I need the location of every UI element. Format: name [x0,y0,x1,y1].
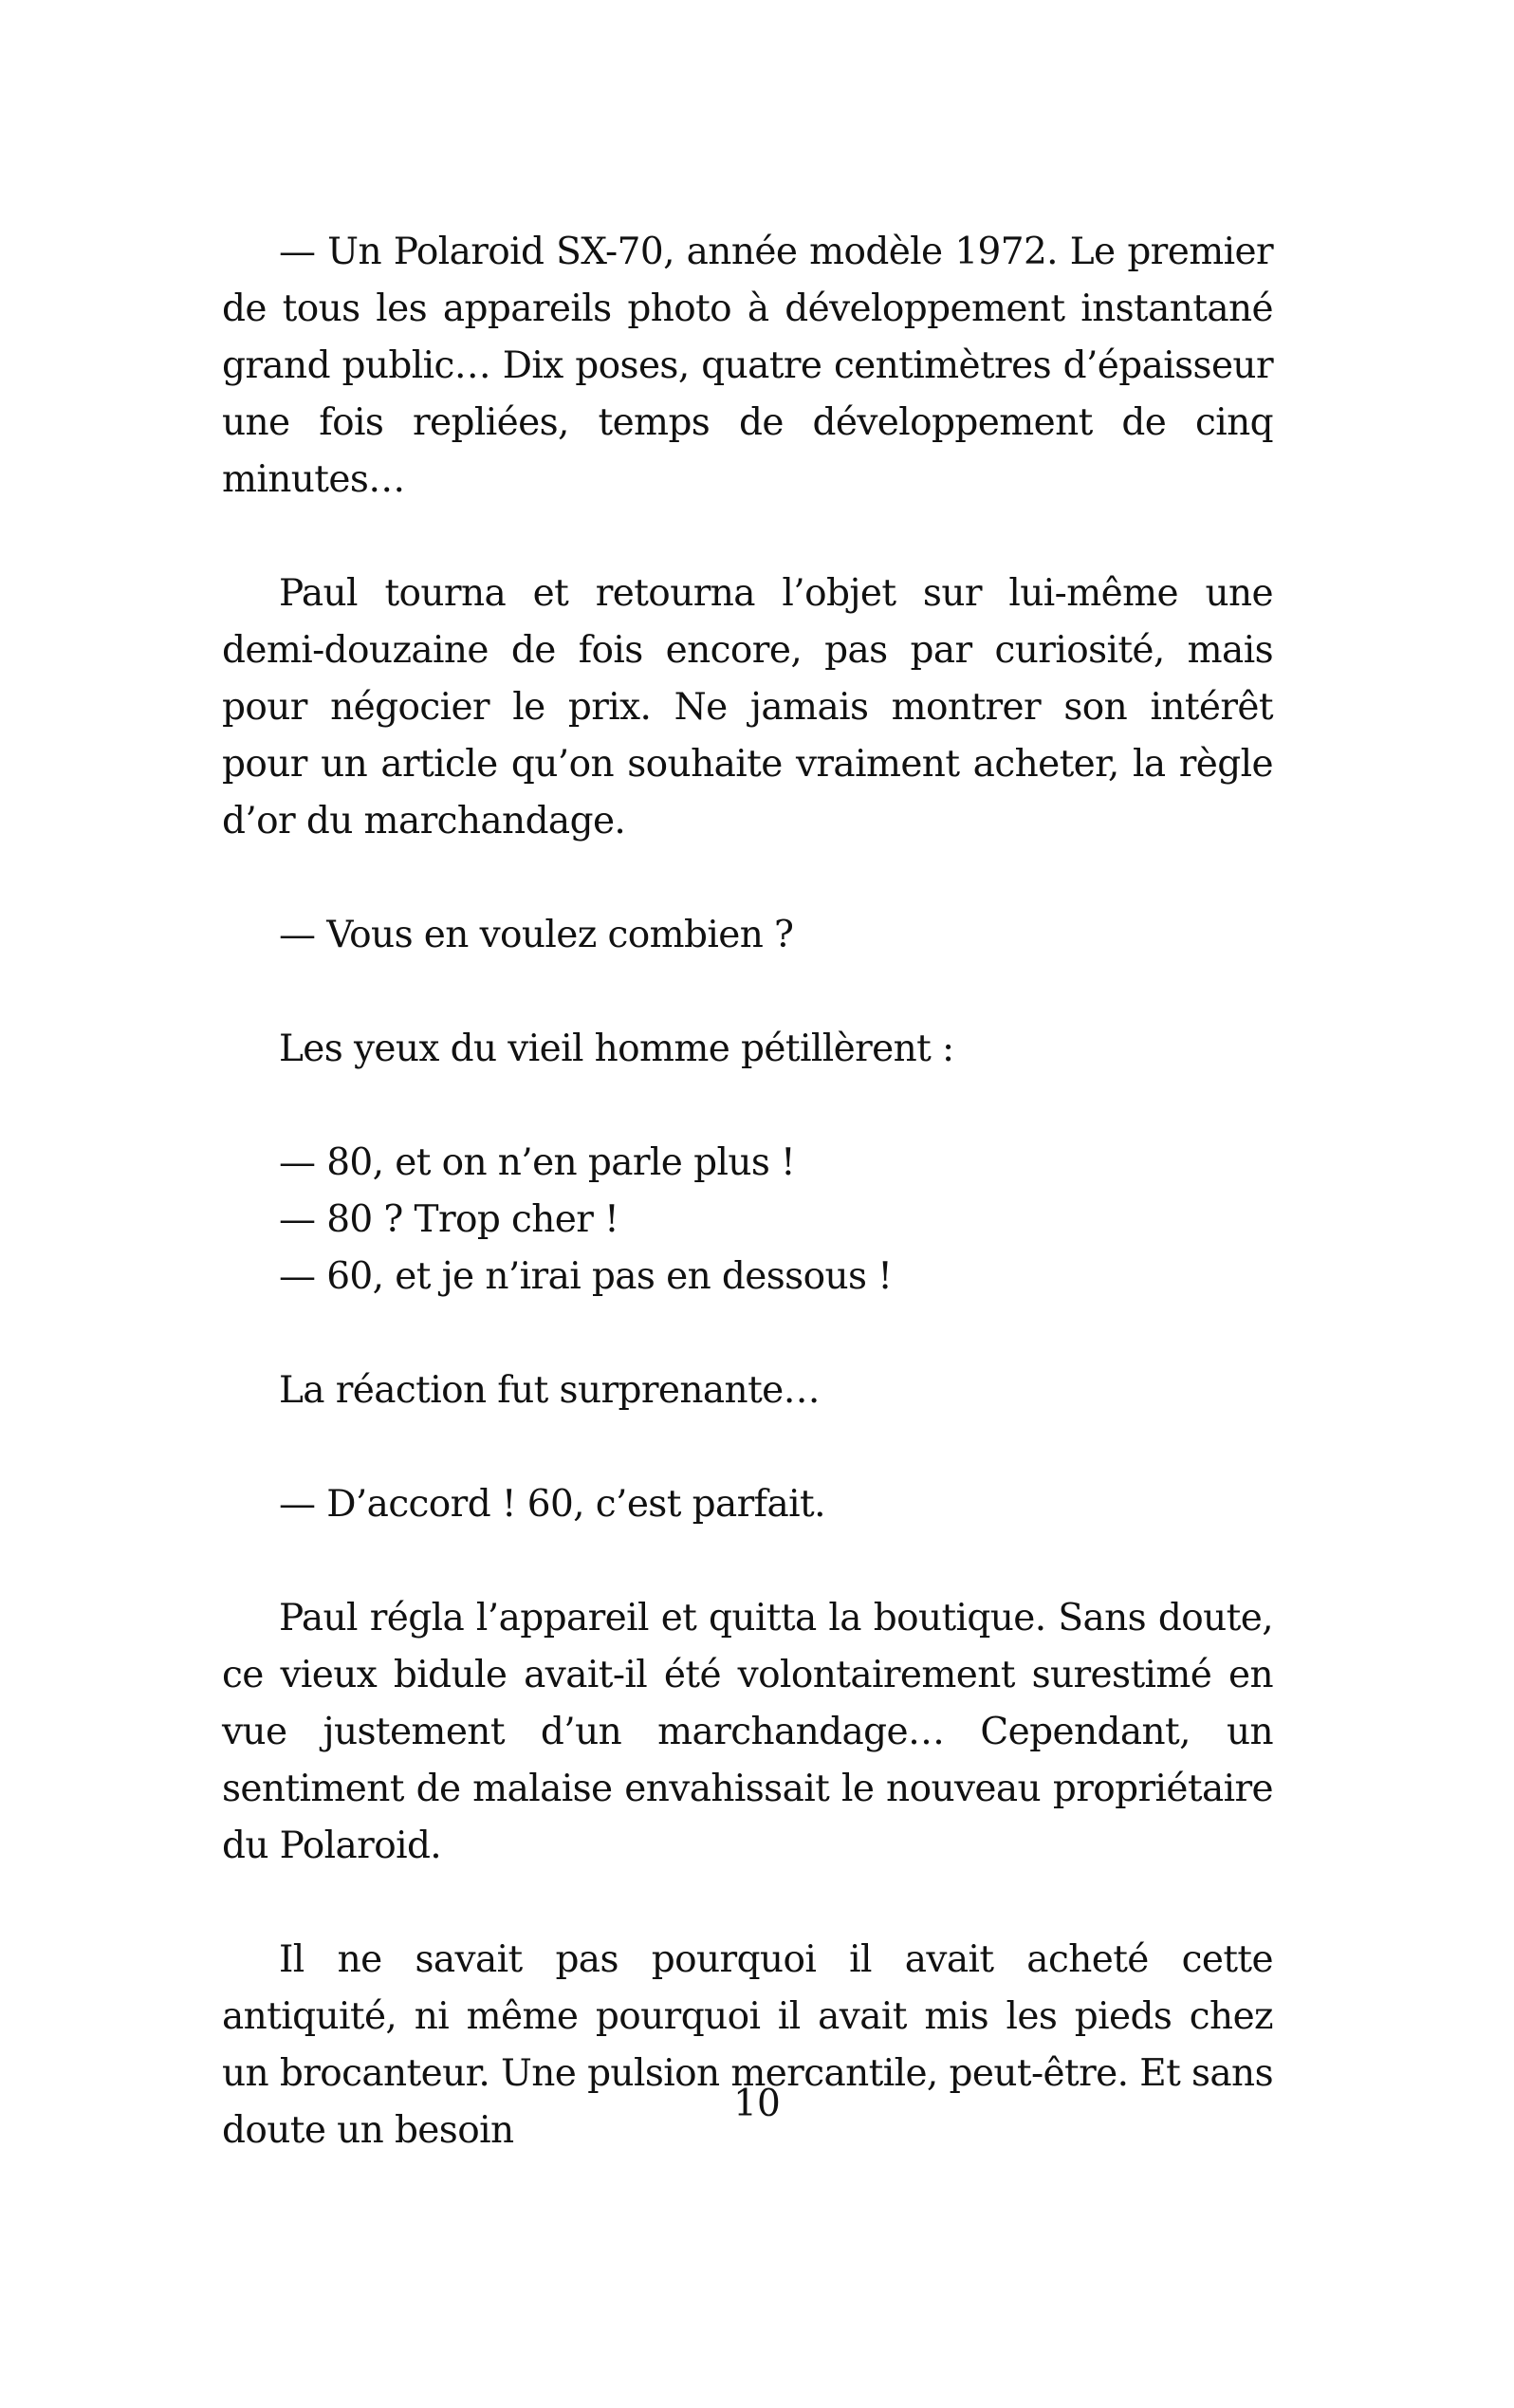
page-body [222,224,1273,2159]
paragraph-negotiation: Paul tourna et retourna l’objet sur lui-même une demi-douzaine de fois encore, pas par curiosité, mais pour négocier le prix. Ne jamais montrer son intérêt pour un article qu’on souhaite vraiment acheter, la règle d’or du marchandage. [222,572,1273,843]
page-number: 10 [733,2083,781,2125]
paragraph-camera-description: — Un Polaroid SX-70, année modèle 1972. Le premier de tous les appareils photo à développement instantané grand public… Dix poses, quatre centimètres d’épaisseur une fois repliées, temps de développement de cinq minutes… [222,231,1273,501]
paragraph-price-question: — Vous en voulez combien ? [279,914,794,956]
paragraph-purchase: Paul régla l’appareil et quitta la boutique. Sans doute, ce vieux bidule avait-il été volontairement surestimé en vue justement d’un marchandage… Cependant, un sentiment de malaise envahissait le nouveau propriétaire du Polaroid. [222,1597,1273,1867]
dialogue-line: — 80, et on n’en parle plus ! [279,1141,796,1184]
dialogue-line: — 80 ? Trop cher ! [279,1198,619,1241]
dialogue-line: — 60, et je n’irai pas en dessous ! [279,1255,893,1298]
paragraph-reaction: La réaction fut surprenante… [279,1369,821,1412]
paragraph-motive: Il ne savait pas pourquoi il avait acheté cette antiquité, ni même pourquoi il avait mis les pieds chez un brocanteur. Une pulsion mercantile, peut-être. Et sans doute un besoin [222,1938,1273,2152]
dialogue-exchange [222,1135,1273,1306]
paragraph-agreement: — D’accord ! 60, c’est parfait. [279,1483,825,1526]
paragraph-old-man-eyes: Les yeux du vieil homme pétillèrent : [279,1028,954,1070]
